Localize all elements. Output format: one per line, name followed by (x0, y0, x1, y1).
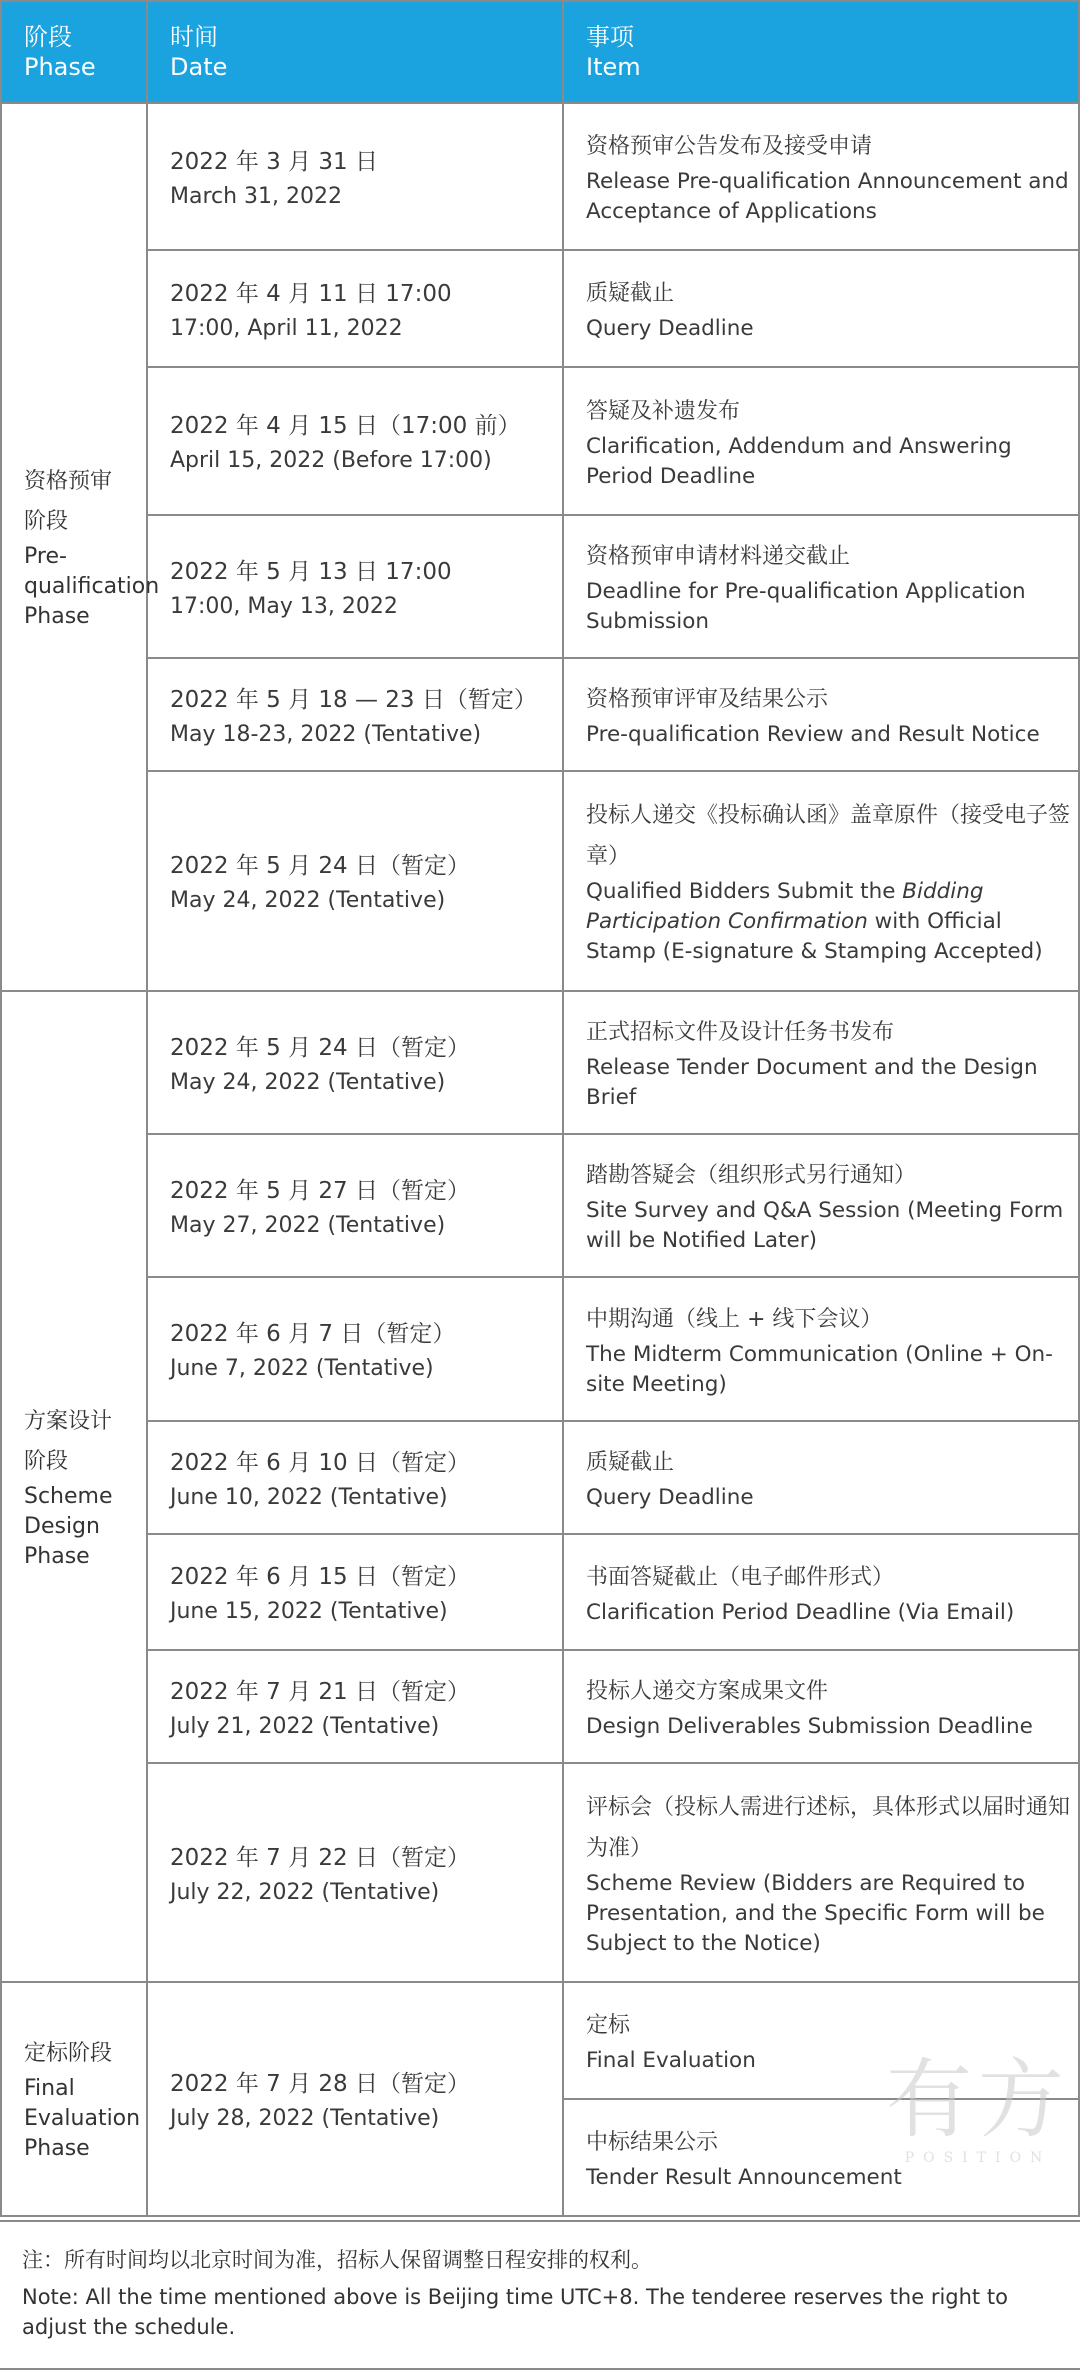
table-row (1, 1534, 1079, 1650)
table-row (1, 1277, 1079, 1421)
header-item: 事项 Item (563, 1, 1079, 103)
date-cell: 2022 年 5 月 24 日（暂定） May 24, 2022 (Tentative) (147, 771, 563, 991)
item-cell: 书面答疑截止（电子邮件形式） Clarification Period Deadline (Via Email) (563, 1534, 1079, 1650)
table-row (1, 515, 1079, 658)
item-cell: 正式招标文件及设计任务书发布 Release Tender Document and the Design Brief (563, 991, 1079, 1134)
item-cell: 中期沟通（线上 + 线下会议） The Midterm Communication (Online + On-site Meeting) (563, 1277, 1079, 1421)
item-cell: 投标人递交《投标确认函》盖章原件（接受电子签章） Qualified Bidders Submit the Bidding Participation Confirmation with Official Stamp (E-signature & Stamping Accepted) (563, 771, 1079, 991)
table-row (1, 1421, 1079, 1534)
table-header-row (1, 1, 1079, 103)
position-logo-watermark: 有方 POSITION (886, 2050, 1070, 2166)
table-row (1, 658, 1079, 771)
table-row (1, 991, 1079, 1134)
table-row (1, 1650, 1079, 1763)
item-cell: 定标 Final Evaluation (563, 1982, 1079, 2099)
table-row (1, 1763, 1079, 1982)
footnote: 注：所有时间均以北京时间为准，招标人保留调整日程安排的权利。 Note: All the time mentioned above is Beijing time UTC+8. The tenderee reserves the right to adjust the schedule. (0, 2220, 1080, 2370)
item-cell: 投标人递交方案成果文件 Design Deliverables Submission Deadline (563, 1650, 1079, 1763)
item-cell: 资格预审评审及结果公示 Pre-qualification Review and Result Notice (563, 658, 1079, 771)
date-cell: 2022 年 5 月 27 日（暂定） May 27, 2022 (Tentative) (147, 1134, 563, 1277)
date-cell: 2022 年 3 月 31 日 March 31, 2022 (147, 103, 563, 250)
table-row (1, 1134, 1079, 1277)
date-cell: 2022 年 7 月 28 日（暂定） July 28, 2022 (Tentative) (147, 1982, 563, 2216)
item-cell: 质疑截止 Query Deadline (563, 250, 1079, 367)
date-cell: 2022 年 5 月 13 日 17:00 17:00, May 13, 2022 (147, 515, 563, 658)
date-cell: 2022 年 5 月 18 — 23 日（暂定） May 18-23, 2022 (Tentative) (147, 658, 563, 771)
phase-prequalification: 资格预审 阶段 Pre-qualification Phase (1, 103, 147, 991)
table-row (1, 103, 1079, 250)
table-row (1, 771, 1079, 991)
date-cell: 2022 年 6 月 15 日（暂定） June 15, 2022 (Tentative) (147, 1534, 563, 1650)
item-cell: 质疑截止 Query Deadline (563, 1421, 1079, 1534)
header-date: 时间 Date (147, 1, 563, 103)
table-row (1, 250, 1079, 367)
phase-scheme-design: 方案设计 阶段 Scheme Design Phase (1, 991, 147, 1982)
date-cell: 2022 年 6 月 10 日（暂定） June 10, 2022 (Tentative) (147, 1421, 563, 1534)
date-cell: 2022 年 7 月 22 日（暂定） July 22, 2022 (Tentative) (147, 1763, 563, 1982)
date-cell: 2022 年 6 月 7 日（暂定） June 7, 2022 (Tentative) (147, 1277, 563, 1421)
date-cell: 2022 年 4 月 11 日 17:00 17:00, April 11, 2022 (147, 250, 563, 367)
item-cell: 踏勘答疑会（组织形式另行通知） Site Survey and Q&A Session (Meeting Form will be Notified Later) (563, 1134, 1079, 1277)
table-row (1, 367, 1079, 515)
item-cell: 资格预审申请材料递交截止 Deadline for Pre-qualification Application Submission (563, 515, 1079, 658)
phase-final-evaluation: 定标阶段 Final Evaluation Phase (1, 1982, 147, 2216)
item-cell: 中标结果公示 Tender Result Announcement (563, 2099, 1079, 2216)
date-cell: 2022 年 7 月 21 日（暂定） July 21, 2022 (Tentative) (147, 1650, 563, 1763)
header-phase: 阶段 Phase (1, 1, 147, 103)
item-cell: 答疑及补遗发布 Clarification, Addendum and Answering Period Deadline (563, 367, 1079, 515)
date-cell: 2022 年 4 月 15 日（17:00 前） April 15, 2022 (Before 17:00) (147, 367, 563, 515)
date-cell: 2022 年 5 月 24 日（暂定） May 24, 2022 (Tentative) (147, 991, 563, 1134)
item-cell: 评标会（投标人需进行述标，具体形式以届时通知为准） Scheme Review (Bidders are Required to Presentation, and the Specific Form will be Subject to the Notice) (563, 1763, 1079, 1982)
item-cell: 资格预审公告发布及接受申请 Release Pre-qualification Announcement and Acceptance of Applications (563, 103, 1079, 250)
